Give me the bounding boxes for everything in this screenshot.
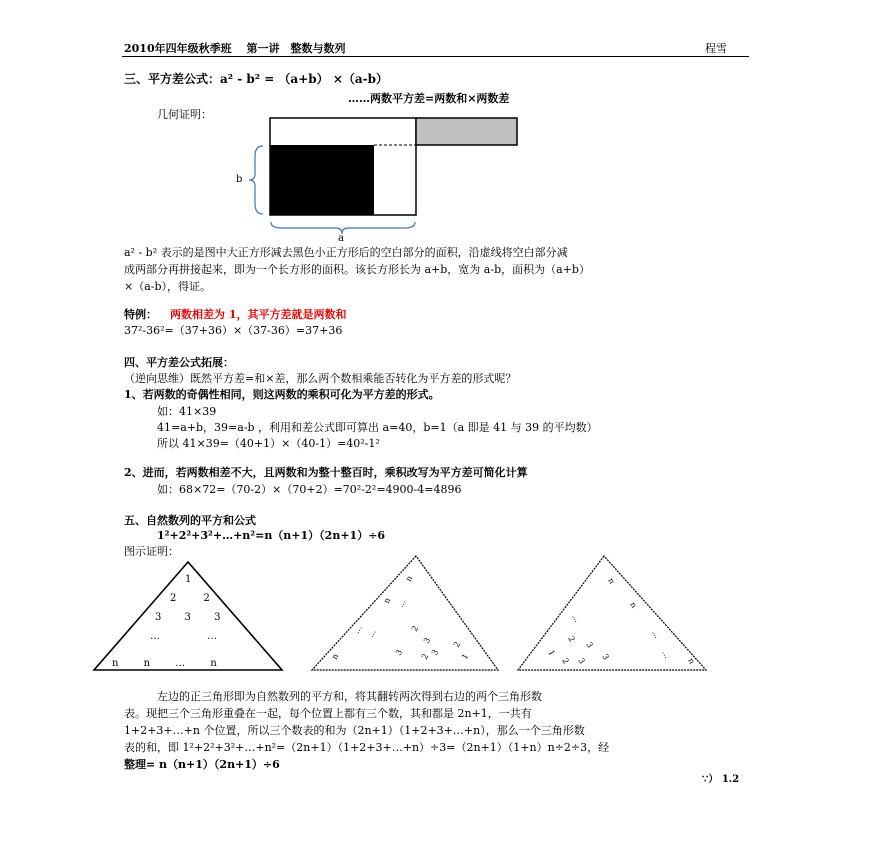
svg-text:1: 1 bbox=[546, 648, 557, 658]
svg-text:3: 3 bbox=[584, 640, 595, 650]
footer-mark: ∵） 1.2 bbox=[702, 774, 740, 785]
svg-text:3: 3 bbox=[421, 636, 433, 645]
svg-text:2: 2 bbox=[409, 624, 421, 633]
svg-text:n: n bbox=[628, 600, 639, 610]
point-1-line-3: 所以 41×39=（40+1）×（40-1）=40²-1² bbox=[157, 437, 380, 450]
svg-text:…: … bbox=[365, 627, 378, 639]
svg-text:n: n bbox=[381, 596, 393, 605]
svg-text:n: n bbox=[403, 574, 415, 583]
triangle-row-3: 3 3 3 bbox=[155, 612, 221, 623]
section-4-title: 四、平方差公式拓展： bbox=[124, 356, 234, 369]
section-4-intro: （逆向思维）既然平方差=和×差，那么两个数相乘能否转化为平方差的形式呢？ bbox=[124, 372, 517, 385]
figure-label-b: b bbox=[236, 174, 243, 185]
number-triangle-rotated-1 bbox=[308, 552, 503, 676]
section-5-para-line-5: 整理= n（n+1）（2n+1）÷6 bbox=[124, 758, 280, 771]
triangle-row-5: n n … n bbox=[112, 658, 217, 669]
svg-text:2: 2 bbox=[560, 656, 571, 666]
example-highlight: 两数相差为 1，其平方差就是两数和 bbox=[170, 308, 347, 321]
svg-text:…: … bbox=[395, 597, 408, 609]
svg-text:…: … bbox=[570, 612, 583, 624]
section-3-desc-line-1: a² - b² 表示的是图中大正方形减去黑色小正方形后的空白部分的面积，沿虚线将空白部分减 bbox=[124, 246, 568, 259]
svg-text:2: 2 bbox=[419, 652, 431, 661]
section-5-title: 五、自然数列的平方和公式 bbox=[124, 514, 256, 527]
section-3-title: 三、平方差公式：a² - b² = （a+b） ×（a-b） bbox=[124, 72, 389, 86]
header-rule bbox=[122, 56, 749, 57]
sum-of-squares-formula: 1²+2²+3²+…+n²=n（n+1）（2n+1）÷6 bbox=[157, 529, 386, 542]
svg-text:n: n bbox=[606, 576, 617, 586]
svg-text:3: 3 bbox=[600, 652, 611, 662]
point-2-title: 2、进而，若两数相差不大，且两数和为整十整百时，乘积改写为平方差可简化计算 bbox=[124, 466, 528, 479]
section-5-para-line-4: 表的和，即 1²+2²+3²+…+n²=（2n+1）（1+2+3+…+n）÷3=（2n+1）（1+n）n÷2÷3，经 bbox=[124, 741, 610, 754]
point-1-line-2: 41=a+b，39=a-b ，利用和差公式即可算出 a=40，b=1（a 即是 41 与 39 的平均数） bbox=[157, 421, 598, 434]
svg-text:3: 3 bbox=[576, 656, 587, 666]
point-1-line-1: 如：41×39 bbox=[157, 405, 217, 418]
triangle-row-4: … … bbox=[150, 631, 218, 642]
svg-text:…: … bbox=[650, 628, 663, 640]
svg-text:2: 2 bbox=[566, 634, 577, 644]
point-1-title: 1、若两数的奇偶性相同，则这两数的乘积可化为平方差的形式。 bbox=[124, 388, 440, 401]
point-2-line-1: 如：68×72=（70-2）×（70+2）=70²-2²=4900-4=4896 bbox=[157, 483, 462, 496]
svg-text:1: 1 bbox=[459, 652, 471, 661]
header-left: 2010年四年级秋季班 第一讲 整数与数列 bbox=[124, 42, 346, 55]
square-difference-figure bbox=[230, 112, 530, 244]
svg-text:2: 2 bbox=[451, 640, 463, 649]
section-5-para-line-2: 表。现把三个三角形重叠在一起，每个位置上都有三个数，其和都是 2n+1，一共有 bbox=[124, 707, 532, 720]
geometric-proof-label: 几何证明： bbox=[157, 108, 212, 121]
example-label: 特例： bbox=[124, 308, 157, 321]
figure-label-a: a bbox=[338, 233, 344, 244]
svg-text:…: … bbox=[660, 648, 673, 660]
black-square bbox=[270, 145, 374, 215]
section-3-desc-line-3: ×（a-b），得证。 bbox=[124, 280, 212, 293]
section-3-subtitle: ……两数平方差=两数和×两数差 bbox=[348, 92, 510, 105]
svg-text:3: 3 bbox=[429, 648, 441, 657]
header-right: 程雪 bbox=[705, 42, 727, 55]
svg-text:…: … bbox=[351, 623, 364, 635]
grey-rectangle bbox=[416, 118, 517, 145]
svg-text:n: n bbox=[329, 652, 341, 661]
number-triangle-rotated-2 bbox=[512, 552, 712, 676]
diagram-proof-label: 图示证明： bbox=[124, 545, 179, 558]
section-3-desc-line-2: 成两部分再拼接起来，即为一个长方形的面积。该长方形长为 a+b，宽为 a-b，面积为（a+b） bbox=[124, 263, 590, 276]
svg-text:3: 3 bbox=[393, 648, 405, 657]
example-equation: 37²-36²=（37+36）×（37-36）=37+36 bbox=[124, 324, 343, 337]
brace-b bbox=[249, 146, 263, 214]
triangle-row-1: 1 bbox=[185, 574, 192, 585]
section-5-para-line-1: 左边的正三角形即为自然数列的平方和，将其翻转两次得到右边的两个三角形数 bbox=[157, 690, 542, 703]
section-5-para-line-3: 1+2+3+…+n 个位置，所以三个数表的和为（2n+1）（1+2+3+…+n），那么一个三角形数 bbox=[124, 724, 585, 737]
svg-text:n: n bbox=[686, 656, 697, 666]
triangle-row-2: 2 2 bbox=[170, 593, 210, 604]
